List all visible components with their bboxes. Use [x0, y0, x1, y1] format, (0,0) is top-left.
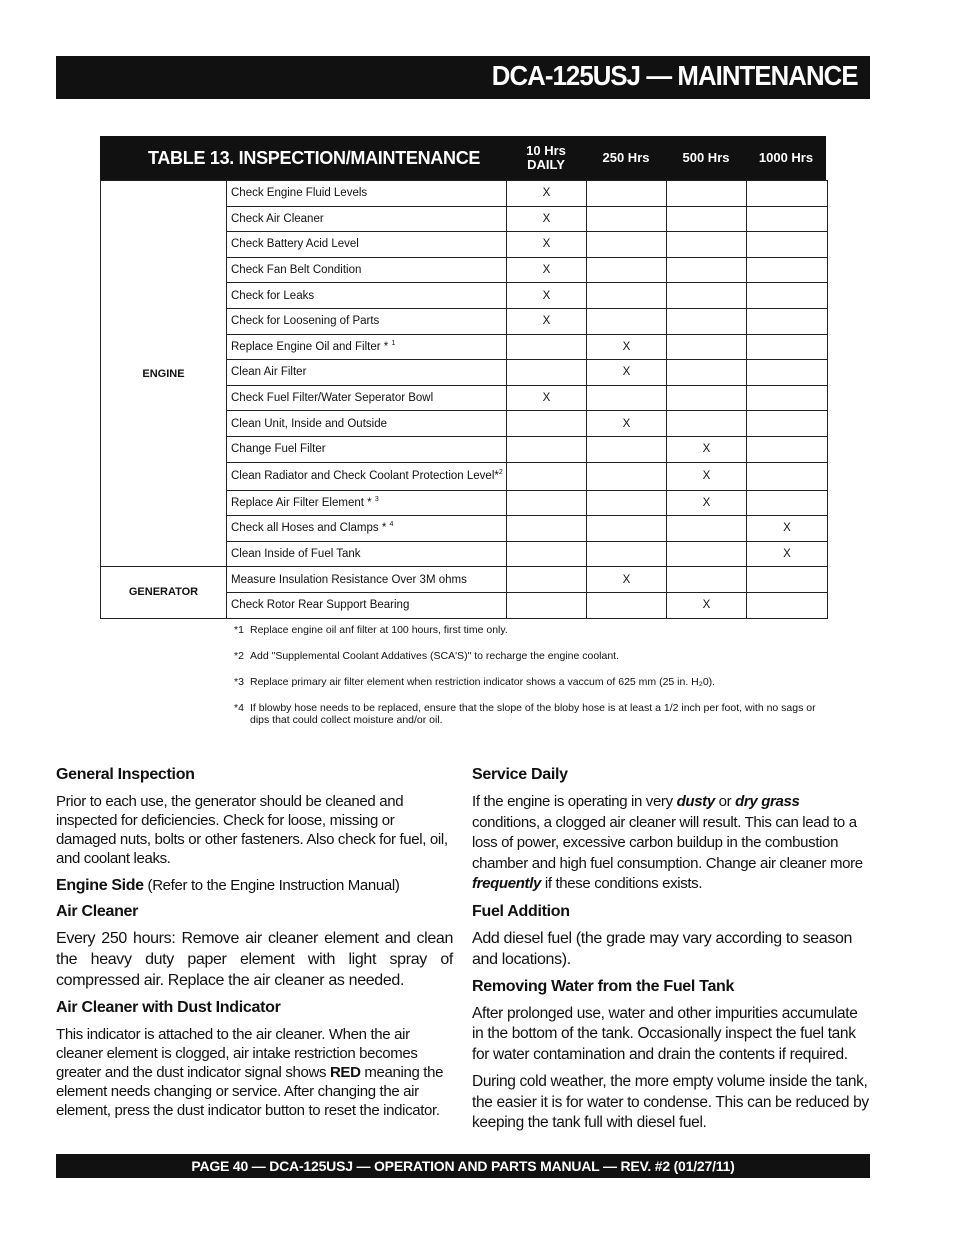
task-text: Replace Air Filter Element * [231, 496, 375, 509]
interval-mark [507, 516, 587, 542]
dust-indicator-heading: Air Cleaner with Dust Indicator [56, 999, 281, 1016]
interval-mark [507, 462, 587, 490]
general-inspection-text: Prior to each use, the generator should be cleaned and inspected for deficiencies. Check for loose, missing or damaged nuts, bolts or other fasteners. Also check for fuel, oil, and coolant leaks. [56, 793, 448, 867]
interval-mark [747, 308, 828, 334]
interval-mark [667, 206, 747, 232]
interval-mark: X [507, 257, 587, 283]
interval-mark: X [507, 181, 587, 207]
task-cell [227, 567, 507, 593]
interval-mark: X [587, 411, 667, 437]
interval-mark [587, 385, 667, 411]
interval-mark: X [667, 462, 747, 490]
task-cell [227, 360, 507, 386]
task-cell [227, 257, 507, 283]
interval-mark [667, 232, 747, 258]
service-daily-text [472, 792, 870, 895]
task-cell [227, 283, 507, 309]
task-text: Check all Hoses and Clamps * [231, 522, 390, 535]
section-label: GENERATOR [101, 567, 227, 618]
task-cell [227, 411, 507, 437]
interval-mark [747, 232, 828, 258]
air-cleaner-text: Every 250 hours: Remove air cleaner element and clean the heavy duty paper element with light spray of compressed air. Replace the air cleaner as needed. [56, 930, 453, 989]
task-cell [227, 490, 507, 516]
interval-mark [507, 490, 587, 516]
interval-mark [507, 334, 587, 360]
interval-mark: X [667, 490, 747, 516]
footnote-number: *2 [234, 650, 244, 662]
column-header-1000hrs [746, 136, 826, 180]
interval-mark [587, 490, 667, 516]
footer-text: PAGE 40 — DCA-125USJ — OPERATION AND PARTS MANUAL — REV. #2 (01/27/11) [191, 1158, 735, 1174]
interval-mark: X [667, 592, 747, 618]
column-header-line: 250 Hrs [602, 150, 650, 165]
task-text: Check Fuel Filter/Water Seperator Bowl [231, 392, 434, 405]
column-header-250hrs [586, 136, 666, 180]
interval-mark: X [507, 283, 587, 309]
fuel-addition-heading: Fuel Addition [472, 902, 570, 920]
task-text: Check Engine Fluid Levels [231, 187, 368, 200]
table-row [101, 181, 828, 207]
interval-mark: X [667, 436, 747, 462]
dust-text-part: This indicator is attached to the air cleaner. When the air cleaner element is clogged, air intake restriction becomes greater and the dust indicator signal shows [56, 1026, 418, 1081]
task-text: Change Fuel Filter [231, 443, 326, 456]
interval-mark [587, 206, 667, 232]
interval-mark: X [507, 206, 587, 232]
interval-mark: X [747, 541, 828, 567]
interval-mark [747, 385, 828, 411]
task-text: Check for Loosening of Parts [231, 315, 380, 328]
task-text: Check Battery Acid Level [231, 238, 359, 251]
frequently-emphasis: frequently [472, 875, 542, 892]
interval-mark [667, 567, 747, 593]
task-text: Clean Radiator and Check Coolant Protection Level* [231, 470, 499, 483]
column-header-line: 10 Hrs [526, 143, 566, 158]
task-cell [227, 232, 507, 258]
interval-mark [667, 181, 747, 207]
task-cell [227, 308, 507, 334]
interval-mark [587, 462, 667, 490]
dust-text-part: meaning the element needs changing or service. After changing the air element, press the dust indicator button to reset the indicator. [56, 1064, 444, 1119]
task-cell [227, 592, 507, 618]
service-text-part: or [714, 793, 736, 810]
footnote-number: *1 [234, 624, 244, 636]
table-header [100, 136, 826, 180]
interval-mark [747, 592, 828, 618]
inspection-table [100, 180, 828, 619]
task-text: Replace Engine Oil and Filter * [231, 340, 392, 353]
interval-mark [747, 206, 828, 232]
fuel-addition-text: Add diesel fuel (the grade may vary according to season and locations). [472, 929, 853, 968]
footnote-text: Replace primary air filter element when restriction indicator shows a vaccum of 625 mm (25 in. H₂0). [250, 676, 716, 688]
interval-mark [587, 541, 667, 567]
interval-mark: X [507, 385, 587, 411]
interval-mark [667, 308, 747, 334]
interval-mark [667, 283, 747, 309]
task-cell [227, 541, 507, 567]
dust-indicator-text [56, 1025, 453, 1120]
interval-mark [587, 181, 667, 207]
removing-water-heading: Removing Water from the Fuel Tank [472, 977, 735, 995]
table-row [101, 567, 828, 593]
interval-mark: X [747, 516, 828, 542]
engine-side-note: (Refer to the Engine Instruction Manual) [143, 877, 400, 894]
column-header-line: 500 Hrs [682, 150, 730, 165]
footnote-number: *3 [234, 676, 244, 688]
interval-mark [587, 257, 667, 283]
interval-mark: X [587, 334, 667, 360]
engine-side-label: Engine Side [56, 877, 144, 894]
task-text: Clean Inside of Fuel Tank [231, 548, 361, 561]
interval-mark [587, 516, 667, 542]
column-header-10hrs [506, 136, 586, 180]
general-inspection-heading: General Inspection [56, 766, 195, 783]
left-column [56, 766, 453, 1120]
interval-mark: X [507, 308, 587, 334]
red-emphasis: RED [329, 1064, 361, 1081]
task-cell [227, 334, 507, 360]
column-header-line: DAILY [527, 157, 565, 172]
interval-mark [507, 411, 587, 437]
interval-mark [747, 462, 828, 490]
service-text-part: If the engine is operating in very [472, 793, 677, 810]
task-cell [227, 206, 507, 232]
interval-mark [507, 541, 587, 567]
interval-mark [587, 232, 667, 258]
footnote-ref: 1 [391, 340, 396, 348]
interval-mark [507, 436, 587, 462]
interval-mark [747, 257, 828, 283]
service-text-part: if these conditions exists. [541, 875, 703, 892]
interval-mark [507, 360, 587, 386]
interval-mark [747, 283, 828, 309]
interval-mark [667, 411, 747, 437]
header-bar [56, 56, 870, 99]
interval-mark [667, 516, 747, 542]
interval-mark [747, 436, 828, 462]
interval-mark [587, 308, 667, 334]
interval-mark [747, 567, 828, 593]
column-header-500hrs [666, 136, 746, 180]
service-daily-heading: Service Daily [472, 766, 568, 783]
interval-mark: X [587, 360, 667, 386]
table-title: TABLE 13. INSPECTION/MAINTENANCE [148, 148, 481, 168]
removing-water-text-1: After prolonged use, water and other impurities accumulate in the bottom of the tank. Occasionally inspect the fuel tank for water contamination and drain the contents if required. [472, 1004, 858, 1063]
interval-mark [667, 385, 747, 411]
interval-mark [587, 436, 667, 462]
task-cell [227, 436, 507, 462]
service-text-part: conditions, a clogged air cleaner will result. This can lead to a loss of power, excessive carbon buildup in the combustion chamber and high fuel consumption. Change air cleaner more [472, 813, 863, 872]
section-label: ENGINE [101, 181, 227, 567]
interval-mark [667, 334, 747, 360]
task-text: Clean Unit, Inside and Outside [231, 417, 387, 430]
footer-bar [56, 1154, 870, 1178]
removing-water-text-2: During cold weather, the more empty volume inside the tank, the easier it is for water to condense. This can be reduced by keeping the tank full with diesel fuel. [472, 1073, 869, 1131]
interval-mark: X [587, 567, 667, 593]
page-title: DCA-125USJ — MAINTENANCE [492, 60, 858, 91]
footnote-ref: 4 [389, 521, 394, 529]
air-cleaner-heading: Air Cleaner [56, 903, 139, 920]
interval-mark [747, 490, 828, 516]
interval-mark [667, 360, 747, 386]
interval-mark [507, 567, 587, 593]
interval-mark [747, 181, 828, 207]
task-text: Check Air Cleaner [231, 212, 324, 225]
task-text: Check Rotor Rear Support Bearing [231, 599, 410, 612]
task-text: Check for Leaks [231, 289, 315, 302]
footnote-text: Replace engine oil anf filter at 100 hours, first time only. [250, 624, 508, 636]
task-cell [227, 462, 507, 490]
column-header-line: 1000 Hrs [758, 150, 814, 165]
task-cell [227, 516, 507, 542]
dusty-emphasis: dusty [676, 793, 715, 810]
footnote-ref: 2 [498, 469, 503, 477]
footnote-number: *4 [234, 702, 244, 714]
footnote-text: Add "Supplemental Coolant Addatives (SCA'S)" to recharge the engine coolant. [250, 650, 620, 662]
task-text: Measure Insulation Resistance Over 3M ohms [231, 573, 467, 586]
task-text: Check Fan Belt Condition [231, 264, 362, 277]
interval-mark [747, 334, 828, 360]
task-cell [227, 385, 507, 411]
interval-mark [747, 411, 828, 437]
footnote-ref: 3 [374, 496, 379, 503]
right-column [472, 766, 870, 1134]
task-text: Clean Air Filter [231, 366, 307, 379]
interval-mark [667, 541, 747, 567]
dry-grass-emphasis: dry grass [735, 793, 800, 810]
interval-mark [667, 257, 747, 283]
interval-mark [507, 592, 587, 618]
task-cell [227, 181, 507, 207]
interval-mark: X [507, 232, 587, 258]
footnote-text: If blowby hose needs to be replaced, ensure that the slope of the bloby hose is at least a 1/2 inch per foot, with no sags or dips that could collect moisture and/or oil. [250, 702, 816, 726]
engine-side-line [56, 876, 453, 895]
interval-mark [747, 360, 828, 386]
interval-mark [587, 592, 667, 618]
interval-mark [587, 283, 667, 309]
